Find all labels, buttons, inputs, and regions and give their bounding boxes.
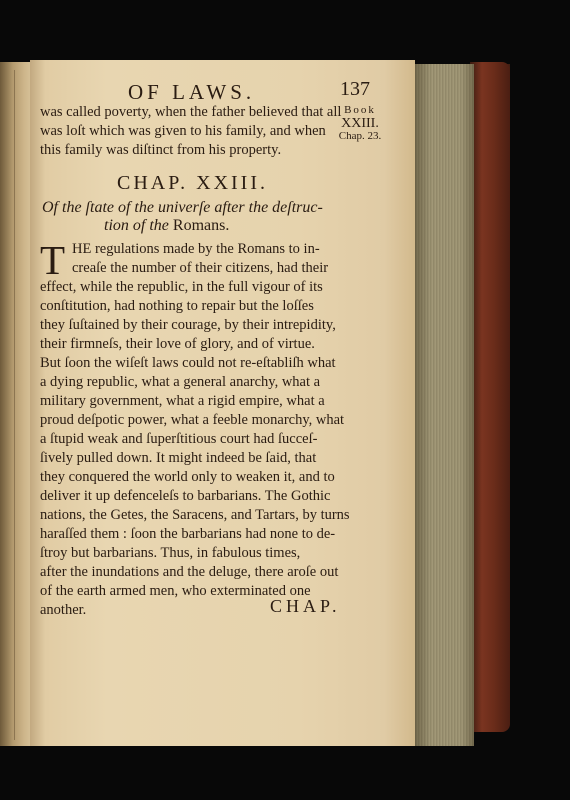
top-line: was loſt which was given to his family, and when: [40, 123, 326, 139]
subtitle-roman: Romans.: [172, 217, 230, 234]
body-line: proud deſpotic power, what a feeble monarchy, what: [40, 412, 345, 428]
body-line: creaſe the number of their citizens, had their: [72, 260, 329, 276]
page-number: 137: [340, 78, 370, 100]
body-line: effect, while the republic, in the full vigour of its: [40, 279, 323, 295]
margin-book-number: XXIII.: [341, 116, 379, 131]
subtitle-italic: tion of the: [104, 217, 169, 234]
left-page-gutter: [14, 70, 15, 740]
catchword: CHAP.: [270, 596, 341, 616]
chapter-title: CHAP. XXIII.: [117, 172, 268, 194]
body-line: after the inundations and the deluge, there aroſe out: [40, 564, 339, 580]
body-line: they conquered the world only to weaken it, and to: [40, 469, 335, 485]
body-line: military government, what a rigid empire, what a: [40, 393, 325, 409]
top-line: this family was diſtinct from his property.: [40, 142, 282, 158]
chapter-subtitle-line1: Of the ſtate of the univerſe after the deſtruc-: [42, 199, 323, 216]
body-line: conſtitution, had nothing to repair but the loſſes: [40, 298, 314, 314]
running-title: OF LAWS.: [128, 80, 256, 104]
body-line: they ſuſtained by their courage, by their intrepidity,: [40, 317, 336, 333]
chapter-subtitle-line2: [104, 217, 229, 235]
body-line: their firmneſs, their love of glory, and of virtue.: [40, 336, 315, 352]
drop-cap: T: [40, 237, 66, 283]
body-line: nations, the Getes, the Saracens, and Tartars, by turns: [40, 507, 350, 523]
body-line: a ſtupid weak and ſuperſtitious court had ſucceſ-: [40, 431, 318, 447]
book-cover: [470, 62, 510, 732]
fore-edge-shade: [412, 64, 474, 746]
margin-chapter: Chap. 23.: [338, 130, 382, 142]
body-line: ſtroy but barbarians. Thus, in fabulous times,: [40, 545, 301, 561]
body-line: HE regulations made by the Romans to in-: [72, 241, 320, 257]
top-line: was called poverty, when the father believed that all: [40, 104, 342, 120]
body-line: haraſſed them : ſoon the barbarians had none to de-: [40, 526, 336, 542]
body-line: a dying republic, what a general anarchy, what a: [40, 374, 321, 390]
body-line: ſively pulled down. It might indeed be ſaid, that: [40, 450, 317, 466]
body-line: deliver it up defenceleſs to barbarians. The Gothic: [40, 488, 331, 504]
body-line: of the earth armed men, who exterminated one: [40, 583, 311, 599]
body-line: But ſoon the wiſeſt laws could not re-eſtabliſh what: [40, 355, 336, 371]
body-line: another.: [40, 602, 87, 618]
left-page-edge: [0, 62, 32, 746]
margin-book-label: Book: [344, 104, 376, 116]
